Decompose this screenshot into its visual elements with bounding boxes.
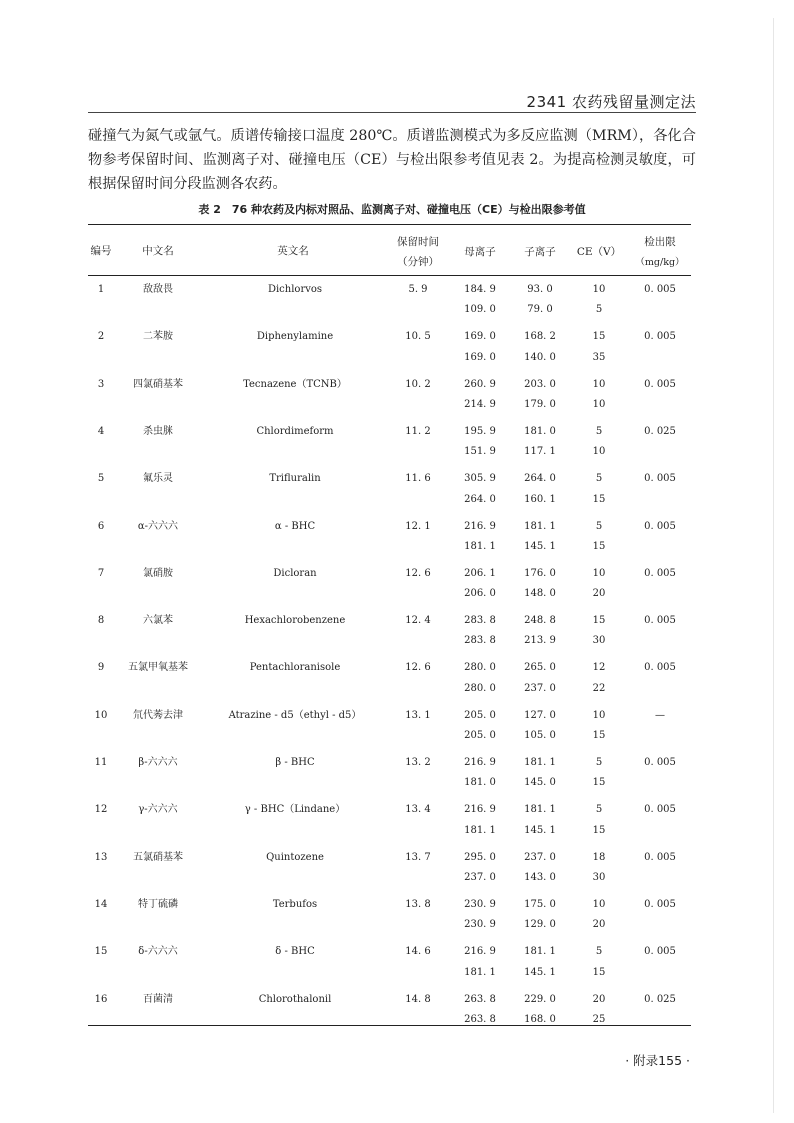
cell-no: 4: [97, 425, 105, 437]
cell-cn-name: β-六六六: [138, 757, 178, 768]
cell-retention-time: 5. 9: [408, 284, 428, 295]
cell-child-ion: 264. 0: [524, 473, 556, 485]
cell-parent-ion: 260. 9: [464, 378, 496, 390]
cell-child-ion: 145. 1: [524, 540, 556, 552]
cell-en-name: Chlorothalonil: [258, 993, 332, 1005]
cell-cn-name: 五氯甲氧基苯: [128, 662, 188, 674]
cell-parent-ion: 237. 0: [464, 871, 496, 883]
cell-cn-name: 氯硝胺: [143, 567, 173, 579]
cell-ce: 10: [592, 378, 606, 390]
cell-ce: 25: [592, 1013, 606, 1025]
cell-parent-ion: 283. 8: [464, 635, 496, 647]
cell-parent-ion: 109. 0: [464, 304, 496, 316]
cell-child-ion: 117. 1: [524, 446, 556, 458]
cell-retention-time: 13. 8: [405, 898, 431, 910]
running-head: 2341 农药残留量测定法: [526, 93, 696, 111]
cell-lod: 0. 005: [644, 520, 676, 532]
cell-retention-time: 12. 6: [405, 662, 431, 674]
cell-no: 1: [97, 284, 105, 295]
cell-child-ion: 79. 0: [527, 304, 553, 316]
cell-child-ion: 140. 0: [524, 351, 556, 363]
col-header-rt-line1: 保留时间: [397, 236, 439, 248]
cell-child-ion: 175. 0: [524, 898, 556, 910]
cell-ce: 5: [595, 473, 603, 485]
cell-en-name: γ - BHC（Lindane）: [244, 804, 346, 816]
cell-cn-name: 氘代莠去津: [133, 709, 183, 721]
cell-ce: 10: [592, 284, 606, 295]
col-header-no: 编号: [90, 245, 112, 257]
cell-retention-time: 11. 6: [405, 473, 431, 485]
cell-en-name: Diphenylamine: [256, 331, 334, 343]
cell-parent-ion: 181. 1: [464, 540, 496, 552]
cell-child-ion: 148. 0: [524, 588, 556, 600]
cell-ce: 5: [595, 520, 603, 532]
cell-parent-ion: 216. 9: [464, 804, 496, 816]
cell-child-ion: 168. 2: [524, 331, 556, 343]
cell-ce: 35: [592, 351, 606, 363]
cell-parent-ion: 216. 9: [464, 757, 496, 768]
cell-no: 10: [94, 709, 108, 721]
cell-retention-time: 10. 5: [405, 331, 431, 343]
cell-child-ion: 203. 0: [524, 378, 556, 390]
cell-ce: 15: [592, 493, 606, 505]
cell-parent-ion: 205. 0: [464, 709, 496, 721]
cell-ce: 15: [592, 966, 606, 978]
cell-parent-ion: 230. 9: [464, 898, 496, 910]
cell-en-name: Hexachlorobenzene: [244, 615, 346, 627]
cell-ce: 15: [592, 331, 606, 343]
cell-ce: 22: [592, 682, 606, 694]
page-number: · 附录155 ·: [625, 1053, 690, 1068]
cell-parent-ion: 169. 0: [464, 351, 496, 363]
cell-lod: 0. 025: [644, 425, 676, 437]
cell-parent-ion: 280. 0: [464, 682, 496, 694]
col-header-ce: CE（V）: [576, 246, 622, 258]
cell-en-name: Chlordimeform: [256, 425, 334, 437]
cell-en-name: Quintozene: [266, 851, 324, 863]
cell-parent-ion: 264. 0: [464, 493, 496, 505]
cell-ce: 20: [592, 588, 606, 600]
cell-child-ion: 105. 0: [524, 730, 556, 741]
cell-retention-time: 12. 6: [405, 567, 431, 579]
cell-lod: 0. 005: [644, 473, 676, 485]
cell-parent-ion: 214. 9: [464, 398, 496, 410]
cell-cn-name: 二苯胺: [143, 331, 173, 343]
cell-cn-name: γ-六六六: [138, 804, 178, 816]
cell-ce: 15: [592, 540, 606, 552]
cell-en-name: Terbufos: [272, 898, 318, 910]
cell-cn-name: 百菌清: [143, 993, 173, 1005]
col-header-en: 英文名: [277, 245, 309, 257]
cell-ce: 15: [592, 615, 606, 627]
cell-cn-name: 六氯苯: [143, 615, 173, 627]
cell-child-ion: 176. 0: [524, 567, 556, 579]
cell-parent-ion: 181. 0: [464, 777, 496, 789]
cell-no: 7: [97, 567, 105, 579]
col-header-child: 子离子: [524, 246, 556, 258]
cell-child-ion: 213. 9: [524, 635, 556, 647]
cell-ce: 18: [592, 851, 606, 863]
cell-child-ion: 248. 8: [524, 615, 556, 627]
cell-cn-name: α-六六六: [137, 520, 179, 532]
cell-parent-ion: 169. 0: [464, 331, 496, 343]
cell-ce: 10: [592, 898, 606, 910]
table-bottom-rule: [88, 1025, 691, 1026]
cell-lod: 0. 005: [644, 662, 676, 674]
cell-en-name: δ - BHC: [275, 946, 315, 958]
cell-cn-name: 敌敌畏: [143, 284, 173, 295]
cell-retention-time: 13. 4: [405, 804, 431, 816]
cell-no: 8: [97, 615, 105, 627]
cell-en-name: Tecnazene（TCNB）: [243, 378, 347, 390]
cell-child-ion: 181. 1: [524, 804, 556, 816]
cell-child-ion: 145. 0: [524, 777, 556, 789]
cell-ce: 5: [595, 946, 603, 958]
cell-en-name: Atrazine - d5（ethyl - d5）: [228, 709, 362, 721]
cell-parent-ion: 205. 0: [464, 730, 496, 741]
cell-parent-ion: 195. 9: [464, 425, 496, 437]
cell-child-ion: 181. 1: [524, 757, 556, 768]
cell-lod: 0. 005: [644, 757, 676, 768]
cell-ce: 30: [592, 871, 606, 883]
cell-retention-time: 13. 2: [405, 757, 431, 768]
cell-no: 11: [94, 757, 108, 768]
cell-cn-name: 五氯硝基苯: [133, 851, 183, 863]
cell-parent-ion: 280. 0: [464, 662, 496, 674]
cell-lod: —: [655, 709, 665, 721]
cell-lod: 0. 005: [644, 615, 676, 627]
cell-lod: 0. 005: [644, 946, 676, 958]
cell-parent-ion: 181. 1: [464, 824, 496, 836]
cell-lod: 0. 005: [644, 898, 676, 910]
cell-ce: 10: [592, 446, 606, 458]
cell-child-ion: 143. 0: [524, 871, 556, 883]
cell-lod: 0. 005: [644, 331, 676, 343]
cell-no: 9: [97, 662, 105, 674]
cell-ce: 5: [595, 757, 603, 768]
table-header-rule: [88, 275, 691, 276]
cell-child-ion: 265. 0: [524, 662, 556, 674]
cell-cn-name: 四氯硝基苯: [133, 378, 183, 390]
cell-cn-name: 氟乐灵: [143, 473, 173, 485]
cell-ce: 30: [592, 635, 606, 647]
cell-parent-ion: 206. 1: [464, 567, 496, 579]
cell-parent-ion: 305. 9: [464, 473, 496, 485]
cell-child-ion: 181. 1: [524, 946, 556, 958]
cell-no: 6: [97, 520, 105, 532]
cell-ce: 10: [592, 398, 606, 410]
cell-lod: 0. 005: [644, 851, 676, 863]
cell-retention-time: 14. 8: [405, 993, 431, 1005]
cell-ce: 5: [595, 425, 603, 437]
col-header-rt-line2: （分钟）: [397, 256, 439, 268]
cell-en-name: Dicloran: [273, 567, 317, 579]
cell-child-ion: 145. 1: [524, 966, 556, 978]
col-header-lod-line2: （mg/kg）: [635, 257, 685, 268]
cell-en-name: Trifluralin: [269, 473, 321, 485]
cell-ce: 12: [592, 662, 606, 674]
cell-no: 5: [97, 473, 105, 485]
page-edge-line: [773, 18, 774, 1113]
cell-no: 14: [94, 898, 108, 910]
cell-en-name: Pentachloranisole: [249, 662, 341, 674]
cell-child-ion: 93. 0: [527, 284, 553, 295]
table-caption: 表 2 76 种农药及内标对照品、监测离子对、碰撞电压（CE）与检出限参考值: [198, 203, 586, 216]
cell-parent-ion: 216. 9: [464, 520, 496, 532]
col-header-parent: 母离子: [464, 246, 496, 258]
cell-cn-name: 特丁硫磷: [138, 898, 178, 910]
cell-child-ion: 129. 0: [524, 919, 556, 931]
cell-retention-time: 14. 6: [405, 946, 431, 958]
cell-lod: 0. 005: [644, 284, 676, 295]
cell-ce: 15: [592, 730, 606, 741]
cell-retention-time: 12. 4: [405, 615, 431, 627]
cell-en-name: Dichlorvos: [267, 284, 323, 295]
cell-en-name: β - BHC: [275, 757, 315, 768]
cell-ce: 20: [592, 919, 606, 931]
cell-no: 3: [97, 378, 105, 390]
cell-retention-time: 10. 2: [405, 378, 431, 390]
cell-child-ion: 160. 1: [524, 493, 556, 505]
cell-no: 15: [94, 946, 108, 958]
cell-ce: 10: [592, 567, 606, 579]
cell-child-ion: 168. 0: [524, 1013, 556, 1025]
cell-no: 12: [94, 804, 108, 816]
body-paragraph: 碰撞气为氮气或氩气。质谱传输接口温度 280℃。质谱监测模式为多反应监测（MRM），各化合物参考保留时间、监测离子对、碰撞电压（CE）与检出限参考值见表 2。为提高检测灵敏度，可根据保留时间分段监测各农药。: [88, 128, 696, 192]
cell-no: 13: [94, 851, 108, 863]
cell-ce: 20: [592, 993, 606, 1005]
cell-retention-time: 13. 1: [405, 709, 431, 721]
cell-parent-ion: 151. 9: [464, 446, 496, 458]
cell-ce: 10: [592, 709, 606, 721]
cell-child-ion: 127. 0: [524, 709, 556, 721]
cell-ce: 5: [595, 304, 603, 316]
table-top-rule: [88, 224, 691, 225]
cell-lod: 0. 005: [644, 378, 676, 390]
cell-ce: 5: [595, 804, 603, 816]
cell-cn-name: 杀虫脒: [143, 425, 173, 437]
cell-child-ion: 179. 0: [524, 398, 556, 410]
cell-child-ion: 145. 1: [524, 824, 556, 836]
cell-parent-ion: 263. 8: [464, 993, 496, 1005]
col-header-cn: 中文名: [142, 245, 174, 257]
cell-retention-time: 13. 7: [405, 851, 431, 863]
cell-parent-ion: 283. 8: [464, 615, 496, 627]
cell-cn-name: δ-六六六: [138, 946, 178, 958]
header-rule: [88, 112, 696, 113]
cell-parent-ion: 263. 8: [464, 1013, 496, 1025]
cell-child-ion: 237. 0: [524, 851, 556, 863]
cell-parent-ion: 206. 0: [464, 588, 496, 600]
cell-no: 2: [97, 331, 105, 343]
cell-child-ion: 237. 0: [524, 682, 556, 694]
cell-parent-ion: 184. 9: [464, 284, 496, 295]
cell-en-name: α - BHC: [274, 520, 316, 532]
cell-child-ion: 229. 0: [524, 993, 556, 1005]
cell-parent-ion: 216. 9: [464, 946, 496, 958]
cell-lod: 0. 005: [644, 567, 676, 579]
cell-lod: 0. 005: [644, 804, 676, 816]
cell-lod: 0. 025: [644, 993, 676, 1005]
cell-retention-time: 12. 1: [405, 520, 431, 532]
cell-retention-time: 11. 2: [405, 425, 431, 437]
col-header-lod-line1: 检出限: [644, 236, 676, 248]
cell-ce: 15: [592, 824, 606, 836]
cell-child-ion: 181. 0: [524, 425, 556, 437]
cell-no: 16: [94, 993, 108, 1005]
cell-parent-ion: 230. 9: [464, 919, 496, 931]
cell-child-ion: 181. 1: [524, 520, 556, 532]
cell-parent-ion: 295. 0: [464, 851, 496, 863]
cell-parent-ion: 181. 1: [464, 966, 496, 978]
cell-ce: 15: [592, 777, 606, 789]
